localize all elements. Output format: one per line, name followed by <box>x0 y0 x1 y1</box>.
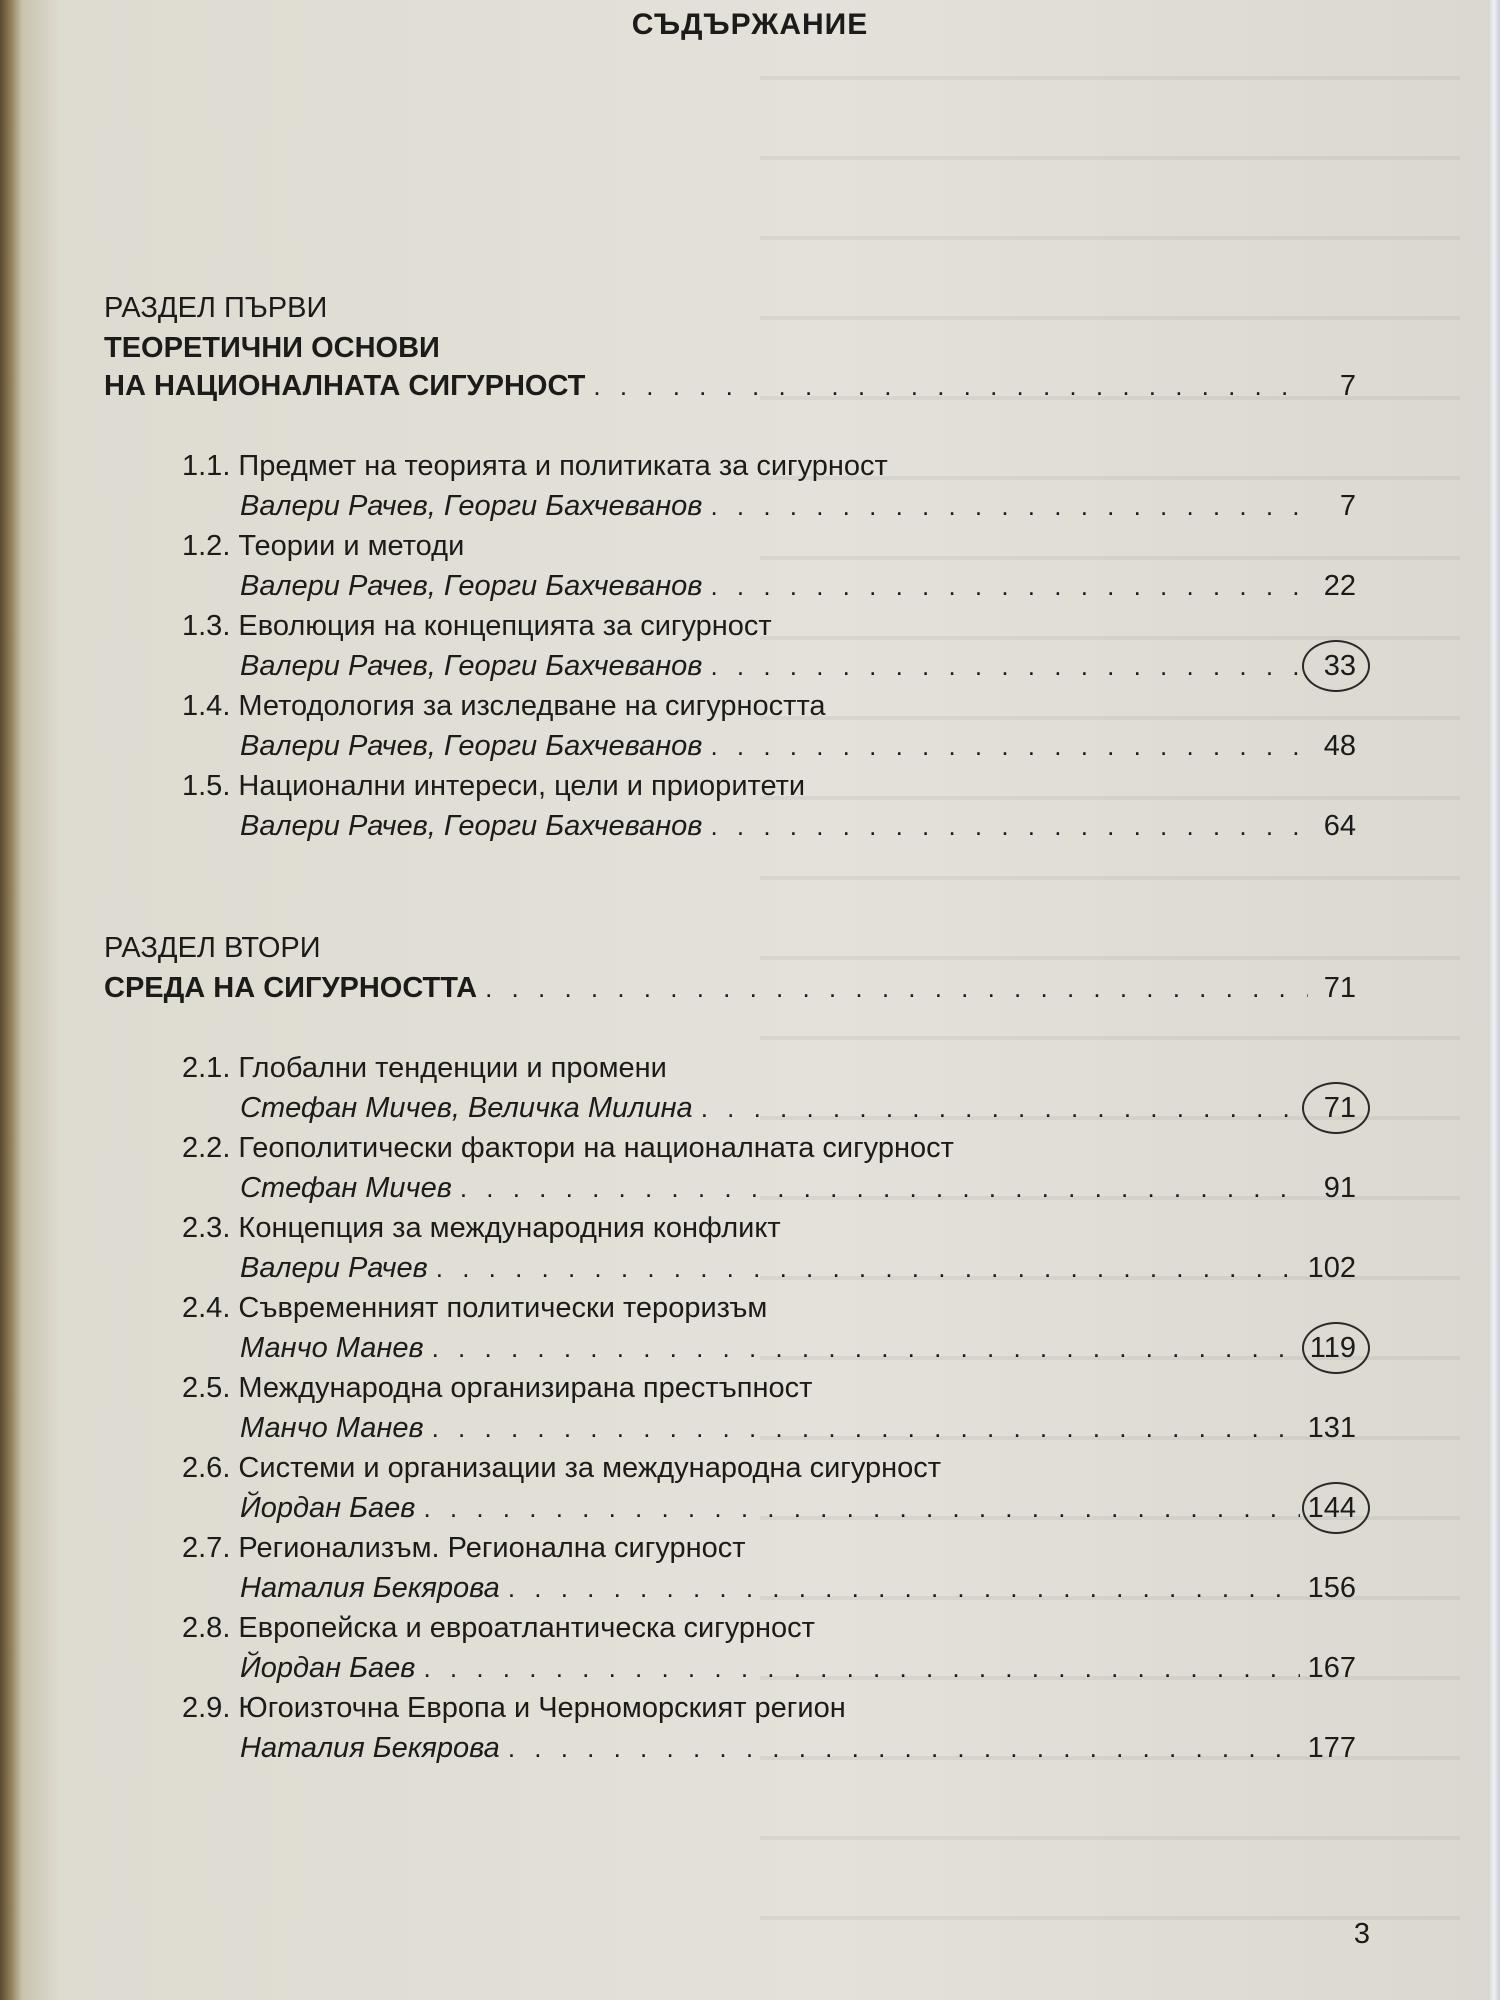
toc-entry-author: Манчо Манев <box>240 1412 424 1444</box>
toc-entry-title: 2.8. Европейска и евроатлантическа сигурност <box>182 1612 815 1644</box>
section-2-page: 71 <box>1323 972 1356 1004</box>
toc-entry-page: 64 <box>1323 810 1356 842</box>
toc-entry-title: 2.3. Концепция за международния конфликт <box>182 1212 781 1244</box>
dot-leader <box>508 1573 1300 1604</box>
toc-entry-author-row <box>240 1252 1356 1285</box>
pen-circle-mark <box>1302 1482 1370 1534</box>
toc-entry-author: Манчо Манев <box>240 1332 424 1364</box>
toc-entry-page: 91 <box>1323 1172 1356 1204</box>
toc-entry-author-row <box>240 1332 1356 1365</box>
dot-leader <box>460 1173 1308 1204</box>
toc-entry-author: Стефан Мичев, Величка Милина <box>240 1092 693 1124</box>
toc-entry-page: 48 <box>1323 730 1356 762</box>
toc-entry-page: 167 <box>1307 1652 1356 1684</box>
dot-leader <box>710 811 1308 842</box>
dot-leader <box>423 1653 1299 1684</box>
dot-leader <box>710 651 1308 682</box>
toc-entry-page: 102 <box>1307 1252 1356 1284</box>
toc-entry-author: Валери Рачев, Георги Бахчеванов <box>240 810 703 842</box>
toc-entry-title: 2.9. Югоизточна Европа и Черноморският регион <box>182 1692 846 1724</box>
toc-entry-author-row <box>240 650 1356 683</box>
toc-entry-page: 177 <box>1307 1732 1356 1764</box>
section-2-label: РАЗДЕЛ ВТОРИ <box>104 932 321 964</box>
toc-entry-page <box>1316 650 1356 683</box>
section-2-title: СРЕДА НА СИГУРНОСТТА <box>104 972 478 1004</box>
toc-entry-author-row <box>240 1732 1356 1765</box>
section-2-title-row <box>104 972 1356 1005</box>
toc-entry-author: Валери Рачев, Георги Бахчеванов <box>240 490 703 522</box>
toc-entry-author-row <box>240 1492 1356 1525</box>
toc-entry-author-row <box>240 810 1356 843</box>
toc-entry-author-row <box>240 1412 1356 1445</box>
toc-entry-author: Наталия Бекярова <box>240 1732 500 1764</box>
dot-leader <box>593 371 1308 402</box>
dot-leader <box>423 1493 1299 1524</box>
section-1-label: РАЗДЕЛ ПЪРВИ <box>104 292 328 324</box>
toc-entry-author-row <box>240 1172 1356 1205</box>
toc-entry-page: 7 <box>1339 490 1356 522</box>
page-number: 71 <box>1323 1092 1356 1124</box>
pen-circle-mark <box>1302 1082 1370 1134</box>
page-number: 33 <box>1323 650 1356 682</box>
toc-entry-title: 1.4. Методология за изследване на сигурността <box>182 690 826 722</box>
toc-entry-author: Наталия Бекярова <box>240 1572 500 1604</box>
toc-entry-author-row <box>240 490 1356 523</box>
pen-circle-mark <box>1302 640 1370 692</box>
toc-entry-page: 22 <box>1323 570 1356 602</box>
toc-entry-author-row <box>240 1652 1356 1685</box>
toc-entry-title: 1.3. Еволюция на концепцията за сигурност <box>182 610 772 642</box>
toc-entry-title: 2.2. Геополитически фактори на националната сигурност <box>182 1132 954 1164</box>
section-1-title-row <box>104 370 1356 403</box>
dot-leader <box>701 1093 1308 1124</box>
page-number-footer: 3 <box>1353 1918 1370 1950</box>
toc-entry-author-row <box>240 570 1356 603</box>
dot-leader <box>432 1333 1302 1364</box>
page-number: 144 <box>1307 1492 1356 1524</box>
toc-entry-author: Йордан Баев <box>240 1492 416 1524</box>
toc-entry-author-row <box>240 1092 1356 1125</box>
toc-entry-title: 2.5. Международна организирана престъпност <box>182 1372 813 1404</box>
toc-entry-page <box>1308 1492 1356 1525</box>
toc-entry-author: Йордан Баев <box>240 1652 416 1684</box>
toc-entry-title: 1.1. Предмет на теорията и политиката за сигурност <box>182 450 888 482</box>
dot-leader <box>436 1253 1300 1284</box>
toc-entry-page: 131 <box>1307 1412 1356 1444</box>
toc-entry-title: 1.2. Теории и методи <box>182 530 465 562</box>
dot-leader <box>508 1733 1300 1764</box>
toc-entry-title: 2.7. Регионализъм. Регионална сигурност <box>182 1532 746 1564</box>
toc-entry-page: 156 <box>1307 1572 1356 1604</box>
toc-entry-title: 1.5. Национални интереси, цели и приоритети <box>182 770 806 802</box>
pen-circle-mark <box>1302 1322 1370 1374</box>
toc-entry-title: 2.1. Глобални тенденции и промени <box>182 1052 667 1084</box>
toc-entry-author: Валери Рачев <box>240 1252 428 1284</box>
toc-entry-page <box>1310 1332 1356 1365</box>
page-title: СЪДЪРЖАНИЕ <box>631 8 869 41</box>
toc-entry-title: 2.4. Съвременният политически тероризъм <box>182 1292 768 1324</box>
toc-entry-author: Валери Рачев, Георги Бахчеванов <box>240 730 703 762</box>
section-1-page: 7 <box>1339 370 1356 402</box>
page-number: 119 <box>1309 1332 1356 1364</box>
dot-leader <box>710 731 1308 762</box>
section-1-title-line1: ТЕОРЕТИЧНИ ОСНОВИ <box>104 332 440 364</box>
page-edge <box>1488 0 1500 2000</box>
toc-entry-author-row <box>240 1572 1356 1605</box>
section-1-title-line2: НА НАЦИОНАЛНАТА СИГУРНОСТ <box>104 370 586 402</box>
toc-entry-page <box>1316 1092 1356 1125</box>
toc-entry-author: Валери Рачев, Георги Бахчеванов <box>240 650 703 682</box>
toc-entry-author: Валери Рачев, Георги Бахчеванов <box>240 570 703 602</box>
toc-entry-author-row <box>240 730 1356 763</box>
dot-leader <box>710 491 1308 522</box>
dot-leader <box>485 973 1308 1004</box>
dot-leader <box>710 571 1308 602</box>
dot-leader <box>432 1413 1300 1444</box>
toc-entry-author: Стефан Мичев <box>240 1172 452 1204</box>
toc-entry-title: 2.6. Системи и организации за международна сигурност <box>182 1452 942 1484</box>
